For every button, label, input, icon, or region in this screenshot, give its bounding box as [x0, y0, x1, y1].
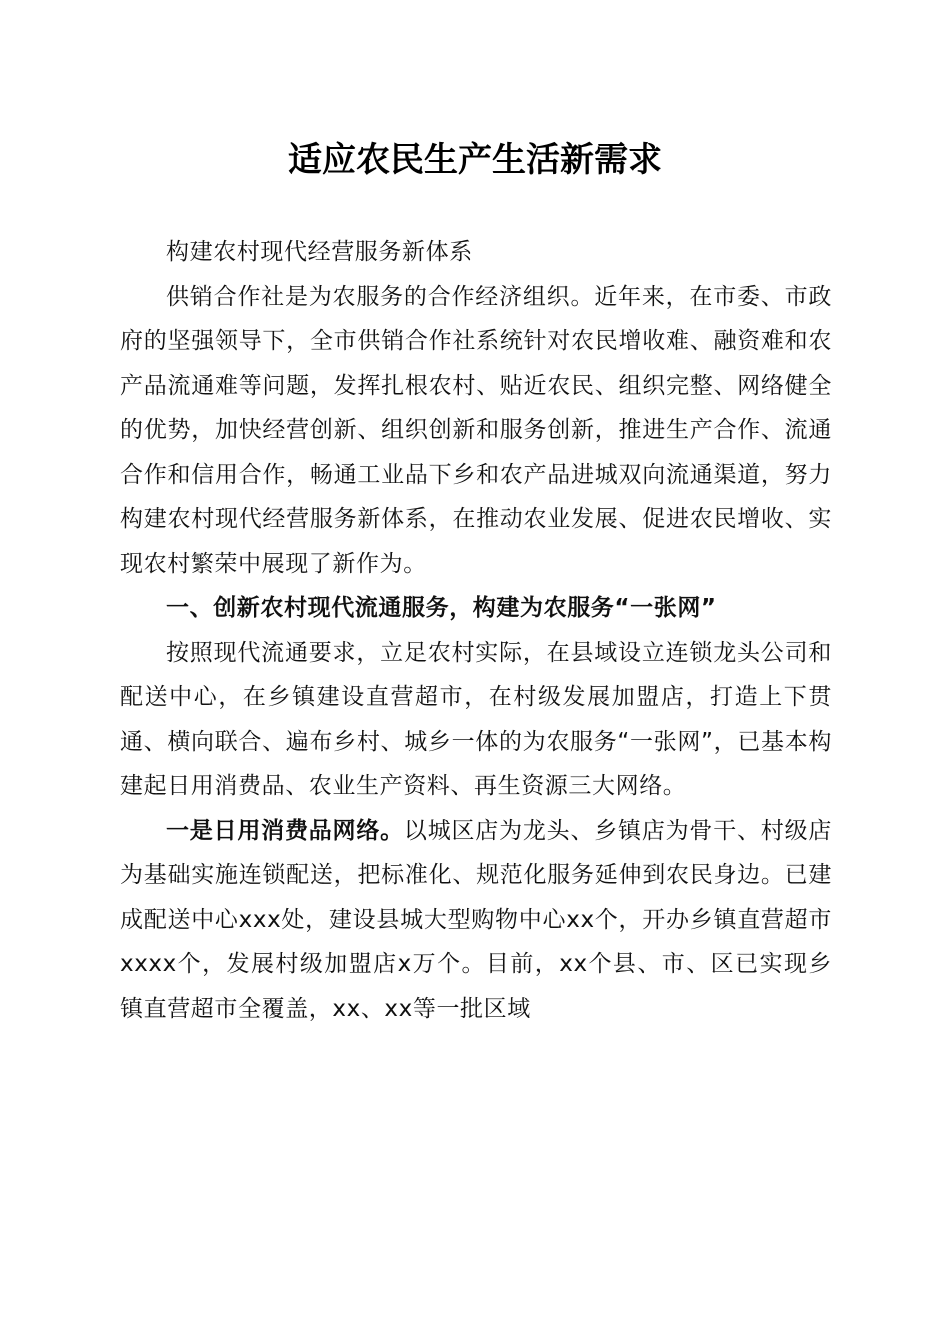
subtitle-paragraph: 构建农村现代经营服务新体系	[166, 239, 473, 265]
point-lead: 一是日用消费品网络。	[166, 817, 404, 844]
intro-paragraph: 供销合作社是为农服务的合作经济组织。近年来，在市委、市政府的坚强领导下，全市供销合作社系统针对农民增收难、融资难和农产品流通难等问题，发挥扎根农村、贴近农民、组织完整、网络健全的优势，加快经营创新、组织创新和服务创新，推进生产合作、流通合作和信用合作，畅通工业品下乡和农产品进城双向流通渠道，努力构建农村现代经营服务新体系，在推动农业发展、促进农民增收、实现农村繁荣中展现了新作为。	[120, 283, 832, 577]
section-paragraph: 按照现代流通要求，立足农村实际，在县域设立连锁龙头公司和配送中心，在乡镇建设直营超市，在村级发展加盟店，打造上下贯通、横向联合、遍布乡村、城乡一体的为农服务“一张网”，已基本构建起日用消费品、农业生产资料、再生资源三大网络。	[120, 639, 832, 799]
document-body	[120, 230, 832, 1031]
document-title: 适应农民生产生活新需求	[288, 140, 662, 180]
section-heading: 一、创新农村现代流通服务，构建为农服务“一张网”	[166, 595, 717, 621]
point-text: 以城区店为龙头、乡镇店为骨干、村级店为基础实施连锁配送，把标准化、规范化服务延伸到农民身边。已建成配送中心xxx处，建设县城大型购物中心xx个，开办乡镇直营超市xxxx个，发展村级加盟店x万个。目前，xx个县、市、区已实现乡镇直营超市全覆盖，xx、xx等一批区域	[120, 817, 832, 1022]
point-paragraph	[120, 809, 832, 1032]
